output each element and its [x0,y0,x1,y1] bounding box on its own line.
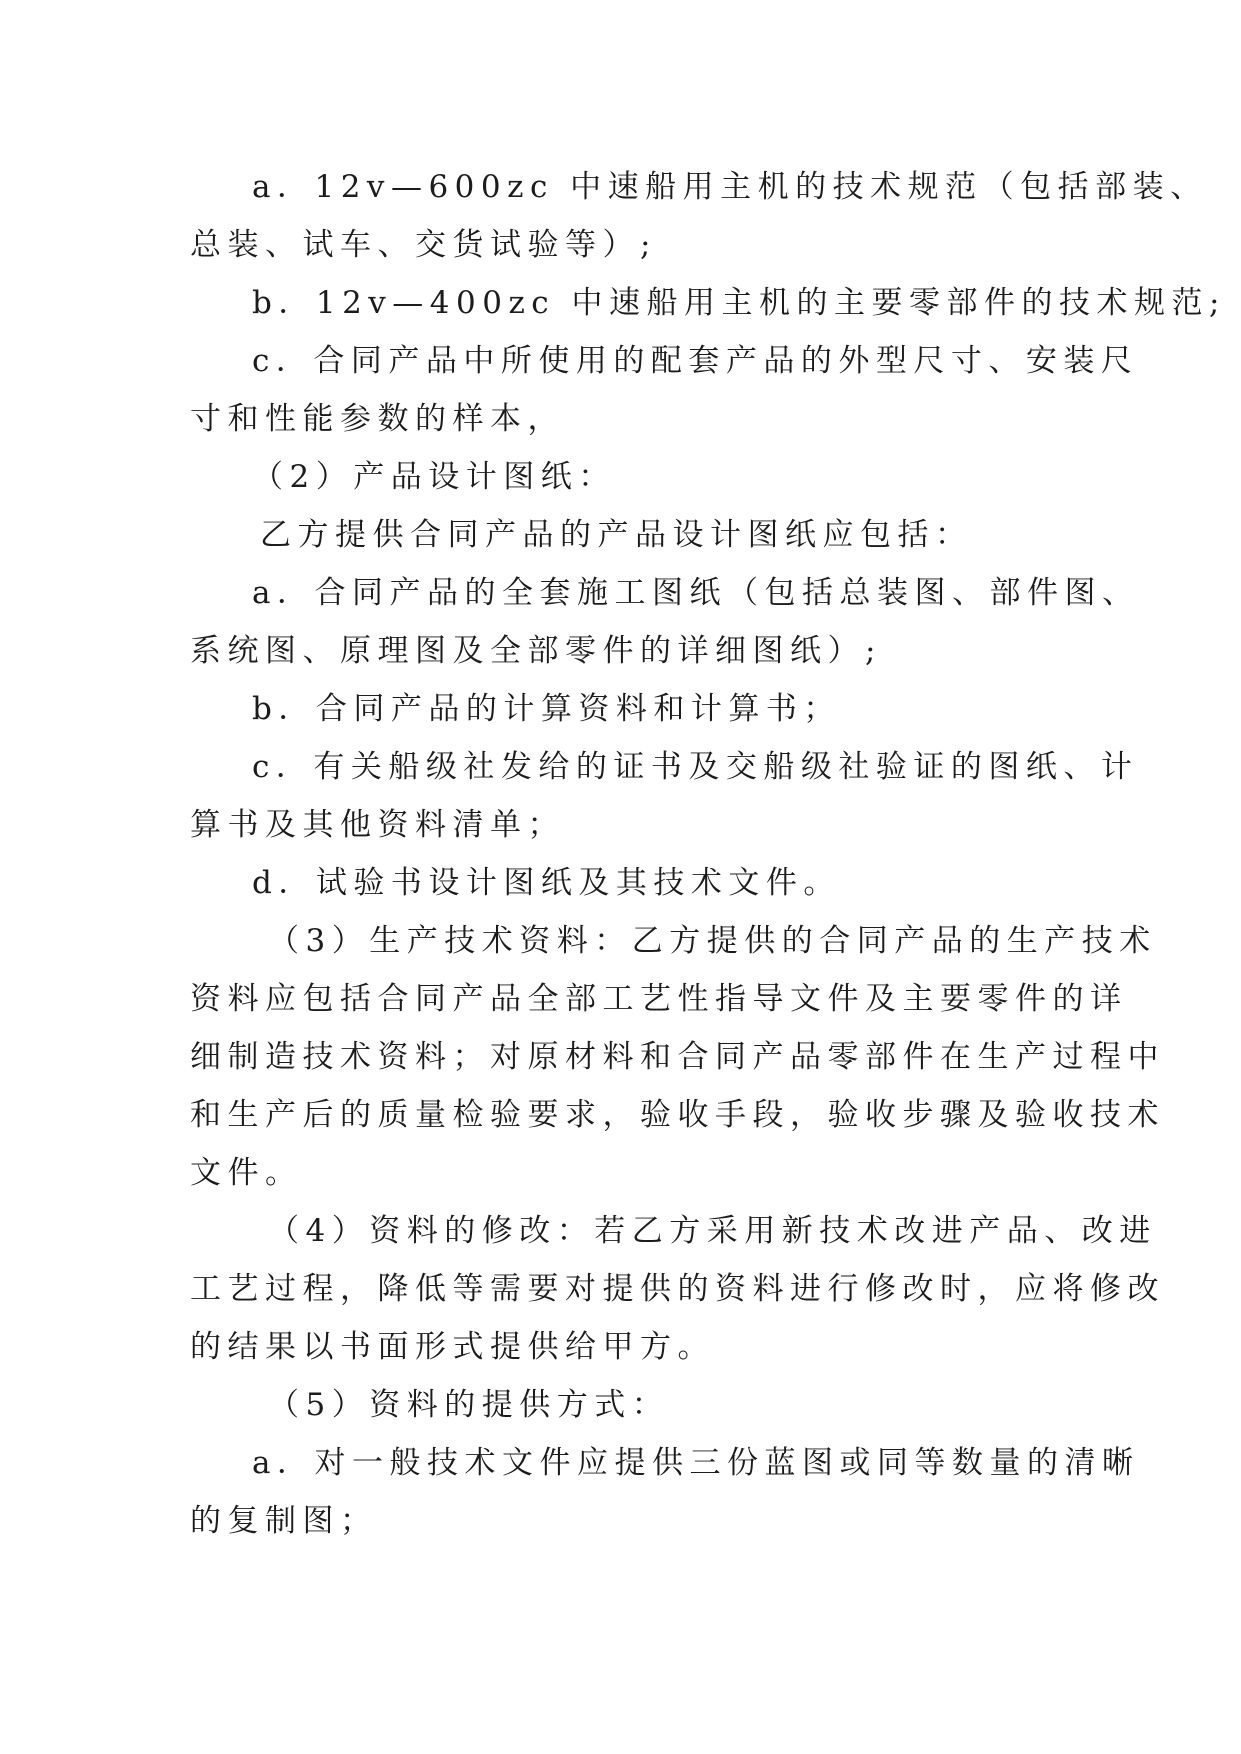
text-line: d．试验书设计图纸及其技术文件。 [252,865,841,901]
text-line: b．12v—400zc 中速船用主机的主要零部件的技术规范; [252,285,1226,321]
text-line: 资料应包括合同产品全部工艺性指导文件及主要零件的详 [190,981,1128,1017]
text-line: 的复制图； [190,1503,378,1539]
text-line: a．对一般技术文件应提供三份蓝图或同等数量的清晰 [252,1445,1140,1481]
text-line: 乙方提供合同产品的产品设计图纸应包括： [260,517,973,553]
text-line: 细制造技术资料；对原材料和合同产品零部件在生产过程中 [190,1039,1165,1075]
text-line: 系统图、原理图及全部零件的详细图纸）; [190,633,882,669]
text-line: 算书及其他资料清单； [190,807,565,843]
text-line: 总装、试车、交货试验等）; [190,227,657,263]
text-line: （3）生产技术资料：乙方提供的合同产品的生产技术 [268,923,1157,959]
text-line: b．合同产品的计算资料和计算书； [252,691,841,727]
text-line: c．有关船级社发给的证书及交船级社验证的图纸、计 [252,749,1139,785]
text-line: 工艺过程，降低等需要对提供的资料进行修改时，应将修改 [190,1271,1165,1307]
text-line: a．12v—600zc 中速船用主机的技术规范（包括部装、 [252,169,1208,205]
text-line: （2）产品设计图纸： [252,459,616,495]
text-line: a．合同产品的全套施工图纸（包括总装图、部件图、 [252,575,1140,611]
text-line: （5）资料的提供方式： [268,1387,670,1423]
text-line: 的结果以书面形式提供给甲方。 [190,1329,715,1365]
text-line: c．合同产品中所使用的配套产品的外型尺寸、安装尺 [252,343,1139,379]
text-line: （4）资料的修改：若乙方采用新技术改进产品、改进 [268,1213,1157,1249]
text-line: 文件。 [190,1155,303,1191]
text-line: 寸和性能参数的样本， [190,401,565,437]
text-line: 和生产后的质量检验要求，验收手段，验收步骤及验收技术 [190,1097,1165,1133]
